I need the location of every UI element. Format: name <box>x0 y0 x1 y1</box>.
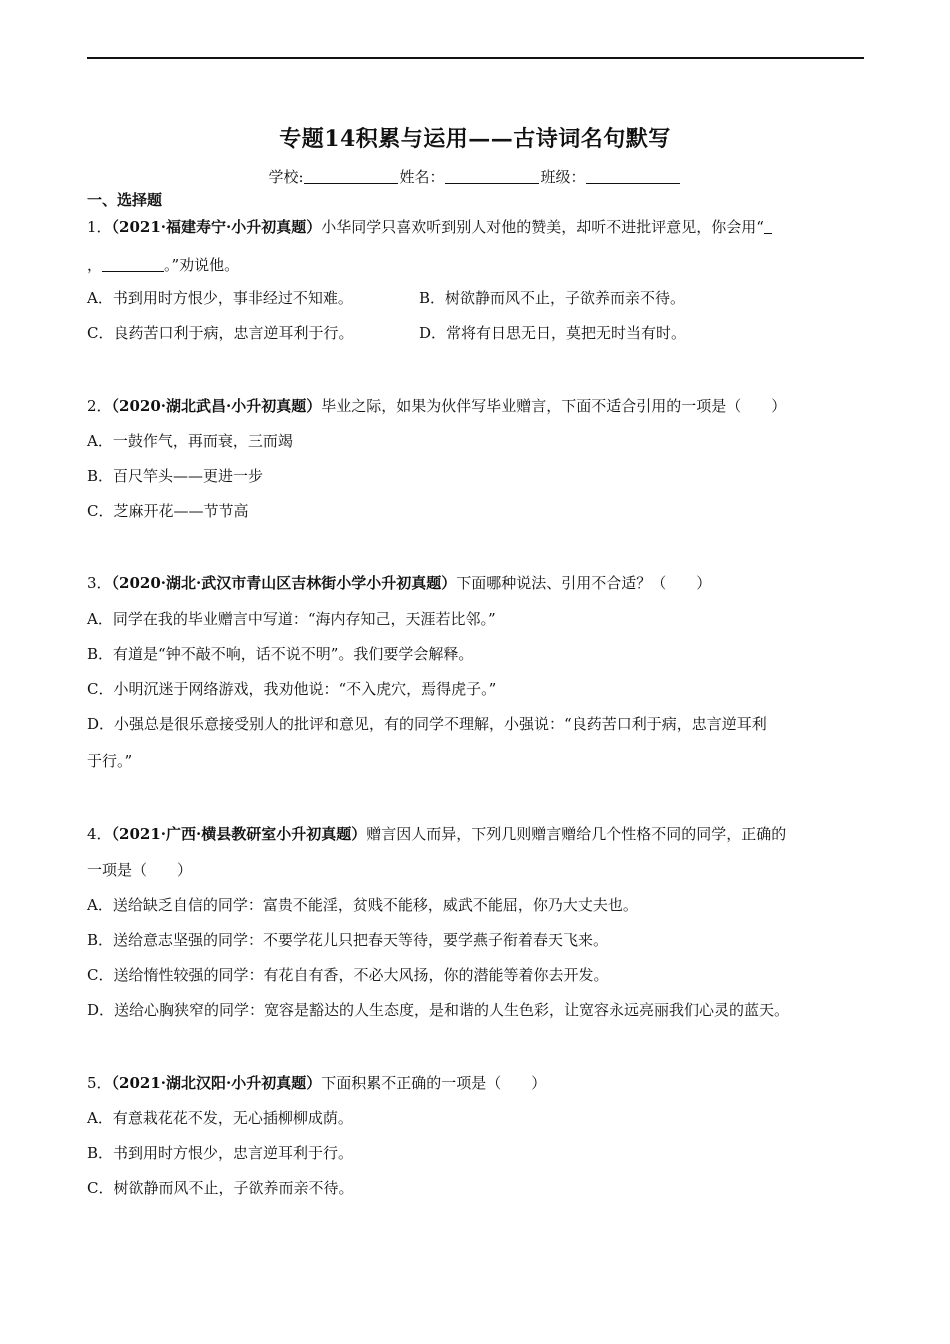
option: B．有道是“钟不敲不响，话不说不明”。我们要学会解释。 <box>87 645 474 663</box>
question-number: 2． <box>87 397 112 415</box>
option: C．芝麻开花——节节高 <box>87 502 249 520</box>
option: D．送给心胸狭窄的同学：宽容是豁达的人生态度，是和谐的人生色彩，让宽容永远亮丽我们心灵的蓝天。 <box>87 1001 790 1019</box>
name-label: 姓名： <box>399 168 445 186</box>
option-cont: 于行。” <box>87 752 133 770</box>
fill-blank <box>102 257 164 272</box>
option: C．树欲静而风不止，子欲养而亲不待。 <box>87 1179 354 1197</box>
question-source: （2021·福建寿宁·小升初真题） <box>111 218 322 236</box>
question-text: 赠言因人而异，下列几则赠言赠给几个性格不同的同学，正确的 <box>366 825 787 843</box>
section-title: 一、选择题 <box>87 191 163 209</box>
name-blank <box>445 169 539 184</box>
option: A．送给缺乏自信的同学：富贵不能淫，贫贱不能移，威武不能屈，你乃大丈夫也。 <box>87 896 638 914</box>
class-label: 班级： <box>540 168 586 186</box>
question-text: 毕业之际，如果为伙伴写毕业赠言，下面不适合引用的一项是（ ） <box>321 397 787 415</box>
question-source: （2020·湖北·武汉市青山区吉林街小学小升初真题） <box>111 574 457 592</box>
question-source: （2020·湖北武昌·小升初真题） <box>111 397 322 415</box>
fill-blank <box>764 219 772 234</box>
question-number: 1． <box>87 218 112 236</box>
option: C．送给惰性较强的同学：有花自有香，不必大风扬，你的潜能等着你去开发。 <box>87 966 609 984</box>
question-text: 下面哪种说法、引用不合适？（ ） <box>456 574 712 592</box>
option: A．书到用时方恨少，事非经过不知难。 <box>87 289 353 307</box>
question-text: ， <box>87 256 103 274</box>
class-blank <box>586 169 680 184</box>
option: B．百尺竿头——更进一步 <box>87 467 264 485</box>
question-source: （2021·广西·横县教研室小升初真题） <box>111 825 367 843</box>
option: D．小强总是很乐意接受别人的批评和意见，有的同学不理解，小强说：“良药苦口利于病，忠言逆耳利 <box>87 715 767 733</box>
option: A．同学在我的毕业赠言中写道：“海内存知己，天涯若比邻。” <box>87 610 496 628</box>
question-number: 3． <box>87 574 112 592</box>
question-1-stem <box>87 217 772 237</box>
question-text: 下面积累不正确的一项是（ ） <box>321 1074 547 1092</box>
question-2-stem <box>87 396 786 416</box>
question-number: 4． <box>87 825 112 843</box>
option: B．书到用时方恨少，忠言逆耳利于行。 <box>87 1144 354 1162</box>
option: A．有意栽花花不发，无心插柳柳成荫。 <box>87 1109 353 1127</box>
question-source: （2021·湖北汉阳·小升初真题） <box>111 1074 322 1092</box>
page-title: 专题14积累与运用——古诗词名句默写 <box>279 126 671 152</box>
option: A．一鼓作气，再而衰，三而竭 <box>87 432 293 450</box>
question-4-stem <box>87 824 786 844</box>
question-5-stem <box>87 1073 546 1093</box>
header-rule <box>87 57 864 59</box>
school-blank <box>304 169 398 184</box>
question-number: 5． <box>87 1074 112 1092</box>
option: B．送给意志坚强的同学：不要学花儿只把春天等待，要学燕子衔着春天飞来。 <box>87 931 609 949</box>
student-info <box>0 166 950 187</box>
option: D．常将有日思无日，莫把无时当有时。 <box>419 324 687 342</box>
school-label: 学校: <box>268 168 304 186</box>
question-text: 。”劝说他。 <box>164 256 240 274</box>
question-text: 小华同学只喜欢听到别人对他的赞美，却听不进批评意见，你会用“ <box>321 218 764 236</box>
question-1-stem-cont <box>87 255 239 275</box>
question-3-stem <box>87 573 711 593</box>
question-4-stem-cont: 一项是（ ） <box>87 861 193 879</box>
option: C．小明沉迷于网络游戏，我劝他说：“不入虎穴，焉得虎子。” <box>87 680 497 698</box>
option: B．树欲静而风不止，子欲养而亲不待。 <box>419 289 686 307</box>
option: C．良药苦口利于病，忠言逆耳利于行。 <box>87 324 354 342</box>
